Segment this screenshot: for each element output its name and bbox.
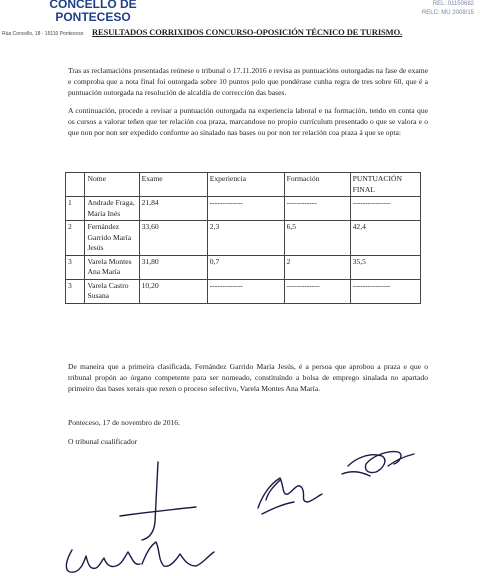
row-exam: 10,20 xyxy=(139,279,207,303)
row-training: 2 xyxy=(284,255,350,279)
header-cell-name: Nome xyxy=(85,173,139,197)
organization-name xyxy=(28,0,158,24)
row-name: Fernández Garrido María Jesús xyxy=(85,221,139,256)
header-cell-exam: Exame xyxy=(139,173,207,197)
conclusion-paragraph: De maneira que a primeira clasificada, Fernández Garrido María Jesús, é a persoa que aprobou a praza e que o tribunal propón ao órgano competente para ser nomeado, constituíndo a bolsa de emprego sinalada no apartado primeiro das bases xerais que rexen o proceso selectivo, Varela Montes Ana María. xyxy=(68,361,428,393)
row-training: ------------- xyxy=(284,279,350,303)
row-name: Varela Castro Susana xyxy=(85,279,139,303)
row-exam: 31,80 xyxy=(139,255,207,279)
row-index: 1 xyxy=(66,197,85,221)
organization-name-line1: CONCELLO DE xyxy=(49,0,137,11)
signature-1 xyxy=(66,462,214,572)
table-row xyxy=(66,255,421,279)
row-final-score: --------------- xyxy=(350,279,420,303)
header-cell-experience: Experiencia xyxy=(207,173,284,197)
row-final-score: --------------- xyxy=(350,197,420,221)
review-paragraph: A continuación, procede a revisar a puntuación outorgada na experiencia laboral e na formación, tendo en conta que os cursos a valorar teñen que ter relación coa praza, marcandose no propio currículum presentado o que se valora e o que non por non ser expedido conforme ao sinalado nas bases ou por non ter relación coa praza á que se opta: xyxy=(68,105,428,137)
header-cell-index xyxy=(66,173,85,197)
row-training: ------------ xyxy=(284,197,350,221)
row-experience: ------------- xyxy=(207,279,284,303)
registry-reference xyxy=(422,0,474,18)
row-name: Varela Montes Ana María xyxy=(85,255,139,279)
row-final-score: 35,5 xyxy=(350,255,420,279)
table-row xyxy=(66,279,421,303)
row-training: 6,5 xyxy=(284,221,350,256)
table-row xyxy=(66,197,421,221)
intro-paragraph: Tras as reclamacións presentadas reúnese o tribunal o 17.11.2016 e revisa as puntuacións outorgadas na fase de exame e comproba que a nota final foi outorgada sobre 10 puntos polo que pondérase cunha regra de tres sobre 60, que é a puntuación outorgada na resolución de alcaldía de corrección das bases. xyxy=(68,65,428,97)
row-exam: 33,60 xyxy=(139,221,207,256)
row-name: Andrade Fraga, María Inés xyxy=(85,197,139,221)
row-experience: ------------- xyxy=(207,197,284,221)
registry-reference-line2: RELC: MU 2008/15 xyxy=(421,10,474,16)
row-index: 3 xyxy=(66,279,85,303)
row-exam: 21,84 xyxy=(139,197,207,221)
organization-address: Rúa Concello, 18 · 15110 Ponteceso xyxy=(2,31,84,37)
header-cell-final-score: PUNTUACIÓN FINAL xyxy=(350,173,420,197)
row-index: 3 xyxy=(66,255,85,279)
registry-reference-line1: REL: 01150682 xyxy=(432,1,474,7)
signatures-drawing xyxy=(0,430,480,576)
organization-name-line2: PONTECESO xyxy=(55,10,131,24)
table-row xyxy=(66,221,421,256)
row-final-score: 42,4 xyxy=(350,221,420,256)
signatures-area xyxy=(0,430,480,576)
header-cell-training: Formación xyxy=(284,173,350,197)
row-experience: 0,7 xyxy=(207,255,284,279)
signature-3 xyxy=(342,452,414,476)
signature-label: O tribunal cualificador xyxy=(68,437,138,446)
results-table xyxy=(65,172,421,304)
table-header-row xyxy=(66,173,421,197)
row-index: 2 xyxy=(66,221,85,256)
place-and-date: Ponteceso, 17 de novembro de 2016. xyxy=(68,418,180,427)
row-experience: 2,3 xyxy=(207,221,284,256)
document-title: RESULTADOS CORRIXIDOS CONCURSO-OPOSICIÓN TÉCNICO DE TURISMO. xyxy=(92,27,403,37)
signature-2 xyxy=(258,478,322,514)
